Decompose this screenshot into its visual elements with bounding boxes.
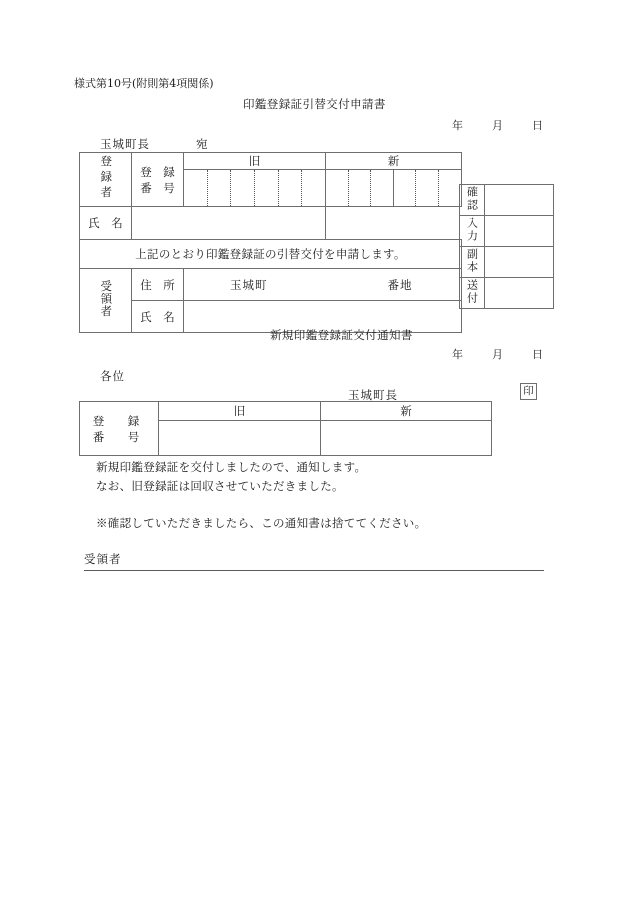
form-code: 様式第10号(附則第4項関係) (74, 77, 214, 90)
registrant-label: 登録者 (99, 154, 114, 202)
column-header-new: 新 (326, 153, 462, 170)
digit-box[interactable] (416, 170, 439, 206)
new-number-digit-groups[interactable] (326, 170, 461, 206)
digit-box[interactable] (255, 170, 279, 206)
digit-box[interactable] (394, 170, 417, 206)
digit-box[interactable] (371, 170, 393, 206)
table-row (460, 185, 554, 216)
table-row (80, 240, 462, 269)
digit-box[interactable] (208, 170, 232, 206)
stamp-row-label-cell (460, 185, 485, 216)
table-row (460, 216, 554, 247)
digit-box[interactable] (302, 170, 325, 206)
digit-box[interactable] (231, 170, 255, 206)
stamp-row-label-cell (460, 247, 485, 278)
registrant-name-label-cell: 氏 名 (80, 207, 132, 240)
notice-column-header-old: 旧 (159, 402, 321, 421)
receiver-name-label-cell: 氏 名 (132, 301, 184, 333)
seal-stamp-box: 印 (520, 383, 537, 400)
digit-box[interactable] (439, 170, 461, 206)
registration-number-label-line1: 登 録 (140, 164, 175, 179)
stamp-label-input: 入力 (465, 216, 479, 243)
notice-title: 新規印鑑登録証交付通知書 (270, 328, 413, 342)
receiver-label: 受領者 (99, 280, 114, 318)
new-number-group-2[interactable] (394, 170, 462, 206)
stamp-row-value-cell[interactable] (485, 185, 554, 216)
application-statement-cell (80, 240, 462, 269)
address-row-inner (184, 269, 461, 300)
stamp-row-value-cell[interactable] (485, 216, 554, 247)
new-number-digit-boxes-1[interactable] (326, 170, 394, 206)
receiver-signature-label: 受領者 (84, 552, 122, 566)
table-row (80, 207, 462, 240)
registrant-name-input-cell[interactable] (132, 207, 326, 240)
notice-body-line-2: なお、旧登録証は回収させていただきました。 (96, 479, 344, 493)
address-input-cell[interactable] (184, 269, 462, 301)
notice-issuer: 玉城町長 (348, 388, 398, 402)
registration-number-label-cell (132, 153, 184, 207)
address-label-cell: 住 所 (132, 269, 184, 301)
stamp-label-confirm: 確認 (465, 185, 479, 212)
receiver-signature-line[interactable] (84, 570, 544, 571)
table-row (80, 153, 462, 170)
new-number-input-cell[interactable] (326, 170, 462, 207)
notice-new-number-cell[interactable] (321, 421, 492, 456)
notice-body-line-1: 新規印鑑登録証を交付しましたので、通知します。 (96, 460, 367, 474)
notice-date-line (452, 349, 543, 360)
date-day-label: 日 (532, 348, 543, 361)
application-table (79, 152, 462, 333)
address-banchi-suffix: 番地 (387, 277, 413, 292)
receiver-label-cell (80, 269, 132, 333)
notice-body-line-3: ※確認していただきましたら、この通知書は捨ててください。 (96, 516, 427, 530)
table-row (460, 278, 554, 309)
date-day-label: 日 (532, 119, 543, 132)
digit-box[interactable] (184, 170, 208, 206)
registration-number-label-line2: 番 号 (140, 180, 175, 195)
digit-box[interactable] (326, 170, 349, 206)
notice-column-header-new: 新 (321, 402, 492, 421)
date-year-label: 年 (452, 119, 463, 132)
notice-table (79, 401, 492, 456)
table-row (80, 402, 492, 421)
application-date-line (452, 120, 543, 131)
stamp-label-dispatch: 送付 (465, 278, 479, 305)
stamp-label-duplicate: 副本 (465, 247, 479, 274)
date-month-label: 月 (492, 348, 503, 361)
new-number-digit-boxes-2[interactable] (394, 170, 462, 206)
table-row (460, 247, 554, 278)
notice-registration-number-label-cell (80, 402, 163, 456)
stamp-row-label-cell (460, 216, 485, 247)
notice-old-number-cell[interactable] (159, 421, 321, 456)
addressee-mayor: 玉城町長 (100, 137, 150, 151)
stamp-row-value-cell[interactable] (485, 278, 554, 309)
date-month-label: 月 (492, 119, 503, 132)
old-number-input-cell[interactable] (184, 170, 326, 207)
address-town-prefix: 玉城町 (230, 277, 268, 292)
application-title: 印鑑登録証引替交付申請書 (243, 97, 386, 111)
digit-box[interactable] (279, 170, 303, 206)
notice-registration-number-label: 登 録 番 号 (92, 413, 163, 444)
date-year-label: 年 (452, 348, 463, 361)
digit-box[interactable] (349, 170, 372, 206)
notice-recipient-all: 各位 (100, 369, 125, 383)
registrant-label-cell (80, 153, 132, 207)
stamp-row-value-cell[interactable] (485, 247, 554, 278)
office-stamp-box (459, 184, 554, 309)
addressee-suffix: 宛 (196, 137, 208, 151)
stamp-row-label-cell (460, 278, 485, 309)
application-statement: 上記のとおり印鑑登録証の引替交付を申請します。 (135, 247, 406, 261)
old-number-digit-boxes[interactable] (184, 170, 325, 206)
new-number-group-1[interactable] (326, 170, 394, 206)
column-header-old: 旧 (184, 153, 326, 170)
table-row (80, 269, 462, 301)
